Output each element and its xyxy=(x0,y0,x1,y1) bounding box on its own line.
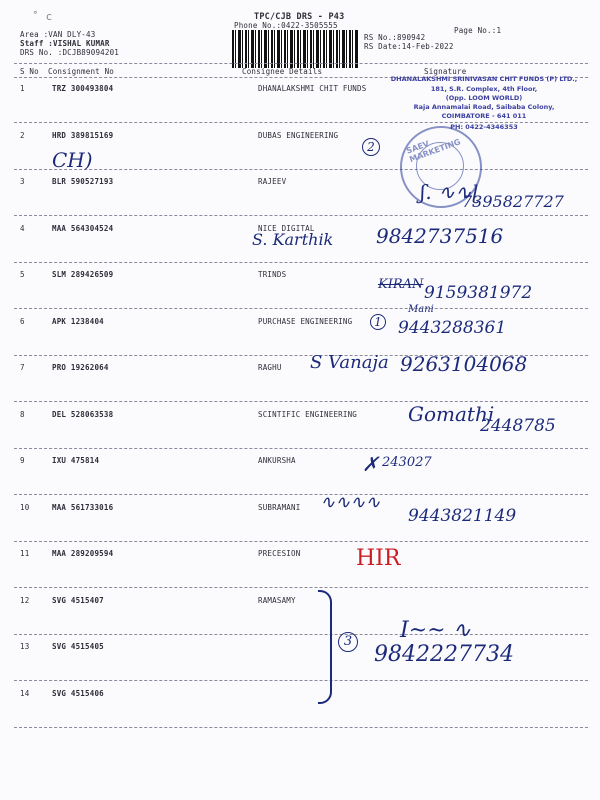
row-consignee: RAGHU xyxy=(258,363,282,372)
row-consignment-no: TRZ 300493804 xyxy=(52,84,114,93)
handwritten-mark-row2: CH) xyxy=(52,148,93,172)
row-consignee: TRINDS xyxy=(258,270,287,279)
stamp-address-4: COIMBATORE - 641 011 xyxy=(441,112,527,120)
row-consignee: PURCHASE ENGINEERING xyxy=(258,316,353,326)
phone-row8: 2448785 xyxy=(480,416,556,436)
row-divider xyxy=(14,680,588,681)
bracket-rows-12-14 xyxy=(318,590,332,704)
row-consignment-no: MAA 561733016 xyxy=(52,502,114,512)
name-row5: KIRAN xyxy=(378,277,424,292)
row-sno: 3 xyxy=(20,177,25,186)
name-row7: S Vanaja xyxy=(310,352,389,373)
row-divider xyxy=(14,494,588,495)
header-divider-top xyxy=(14,63,588,64)
signature-row9: ✗ xyxy=(362,452,379,476)
stamp-address-1: 181, S.R. Complex, 4th Floor, xyxy=(430,85,538,93)
row-sno: 11 xyxy=(20,549,30,558)
phone-row10: 9443821149 xyxy=(408,506,517,526)
phone-row5: 9159381972 xyxy=(424,283,533,303)
rs-number: RS No.:890942 xyxy=(364,33,426,42)
name-row4: S. Karthik xyxy=(252,230,334,249)
name-row6: Mani xyxy=(408,304,434,315)
row-consignee: NICE DIGITAL xyxy=(258,223,315,233)
row-sno: 9 xyxy=(20,456,25,465)
stamp-phone: PH: 0422-4346353 xyxy=(450,123,518,131)
row-sno: 13 xyxy=(20,642,30,651)
row-divider xyxy=(14,262,588,263)
row-sno: 5 xyxy=(20,270,25,279)
row-consignee: DHANALAKSHMI CHIT FUNDS xyxy=(258,84,367,93)
row-sno: 2 xyxy=(20,130,25,140)
row-sno: 7 xyxy=(20,363,25,372)
row-consignment-no: DEL 528063538 xyxy=(52,409,114,419)
drs-number: DRS No. :DCJB89094201 xyxy=(20,48,120,57)
row-consignment-no: PRO 19262064 xyxy=(52,363,109,372)
row-sno: 8 xyxy=(20,409,25,419)
annotation-row11: HIR xyxy=(356,546,401,571)
scan-mark: ˚ c xyxy=(32,10,53,23)
phone-row6: 9443288361 xyxy=(398,318,507,338)
row-consignment-no: APK 1238404 xyxy=(52,316,104,326)
row-sno: 14 xyxy=(20,688,30,698)
row-consignment-no: IXU 475814 xyxy=(52,456,100,465)
name-row8: Gomathi xyxy=(408,402,495,426)
document-title: TPC/CJB DRS - P43 xyxy=(254,12,345,22)
row-divider xyxy=(14,169,588,170)
row-divider xyxy=(14,308,588,309)
phone-row7: 9263104068 xyxy=(400,352,528,376)
row-consignment-no: HRD 389815169 xyxy=(52,130,114,140)
row-sno: 10 xyxy=(20,502,30,512)
column-consignment: Consignment No xyxy=(48,67,115,76)
row-consignment-no: MAA 564304524 xyxy=(52,223,114,233)
column-signature: Signature xyxy=(424,67,467,76)
row-sno: 4 xyxy=(20,223,25,233)
column-sno: S No xyxy=(20,67,39,76)
circled-number-row6: 1 xyxy=(370,314,386,330)
phone-number: Phone No.:0422-3505555 xyxy=(234,21,338,30)
signature-row10: ∿∿∿∿ xyxy=(320,492,381,513)
staff-label: Staff :VISHAL KUMAR xyxy=(20,39,110,48)
row-divider xyxy=(14,587,588,588)
row-consignee: ANKURSHA xyxy=(258,456,296,465)
row-sno: 6 xyxy=(20,316,25,326)
row-consignment-no: SLM 289426509 xyxy=(52,270,114,279)
number-row9: 243027 xyxy=(382,455,432,470)
circled-number-row12: 3 xyxy=(338,632,358,652)
row-divider xyxy=(14,727,588,728)
row-consignment-no: SVG 4515407 xyxy=(52,595,104,605)
row-divider xyxy=(14,215,588,216)
round-stamp-text: SAEV MARKETING xyxy=(405,137,462,165)
row-consignment-no: SVG 4515405 xyxy=(52,642,104,651)
row-consignee: DUBAS ENGINEERING xyxy=(258,130,339,140)
phone-row12: 9842227734 xyxy=(374,642,514,667)
row-consignee: SCINTIFIC ENGINEERING xyxy=(258,409,358,419)
stamp-address-3: Raja Annamalai Road, Saibaba Colony, xyxy=(413,103,555,111)
column-consignee: Consignee Details xyxy=(242,67,323,76)
row-divider xyxy=(14,401,588,402)
row-consignment-no: SVG 4515406 xyxy=(52,688,104,698)
row-divider xyxy=(14,541,588,542)
row-consignee: RAMASAMY xyxy=(258,595,296,605)
row-sno: 12 xyxy=(20,595,30,605)
phone-row4: 9842737516 xyxy=(376,224,504,248)
row-divider xyxy=(14,448,588,449)
page-number: Page No.:1 xyxy=(454,26,502,35)
rs-date: RS Date:14-Feb-2022 xyxy=(364,42,454,51)
row-consignee: PRECESION xyxy=(258,549,301,558)
phone-row3: 7395827727 xyxy=(462,192,564,211)
signature-row12: Ι~~ ∿ xyxy=(400,618,471,643)
row-consignment-no: BLR 590527193 xyxy=(52,177,114,186)
circled-number-row2: 2 xyxy=(362,138,380,156)
row-divider xyxy=(14,634,588,635)
row-consignment-no: MAA 289209594 xyxy=(52,549,114,558)
signature-row3: ʃ. ∿∿ɭ xyxy=(420,180,479,204)
area-label: Area :VAN DLY-43 xyxy=(20,30,96,39)
row-consignee: RAJEEV xyxy=(258,177,287,186)
stamp-company: DHANALAKSHMI SRINIVASAN CHIT FUNDS (P) LTD., xyxy=(390,75,578,83)
row-sno: 1 xyxy=(20,84,25,93)
stamp-address-2: (Opp. LOOM WORLD) xyxy=(445,94,523,102)
row-consignee: SUBRAMANI xyxy=(258,502,301,512)
